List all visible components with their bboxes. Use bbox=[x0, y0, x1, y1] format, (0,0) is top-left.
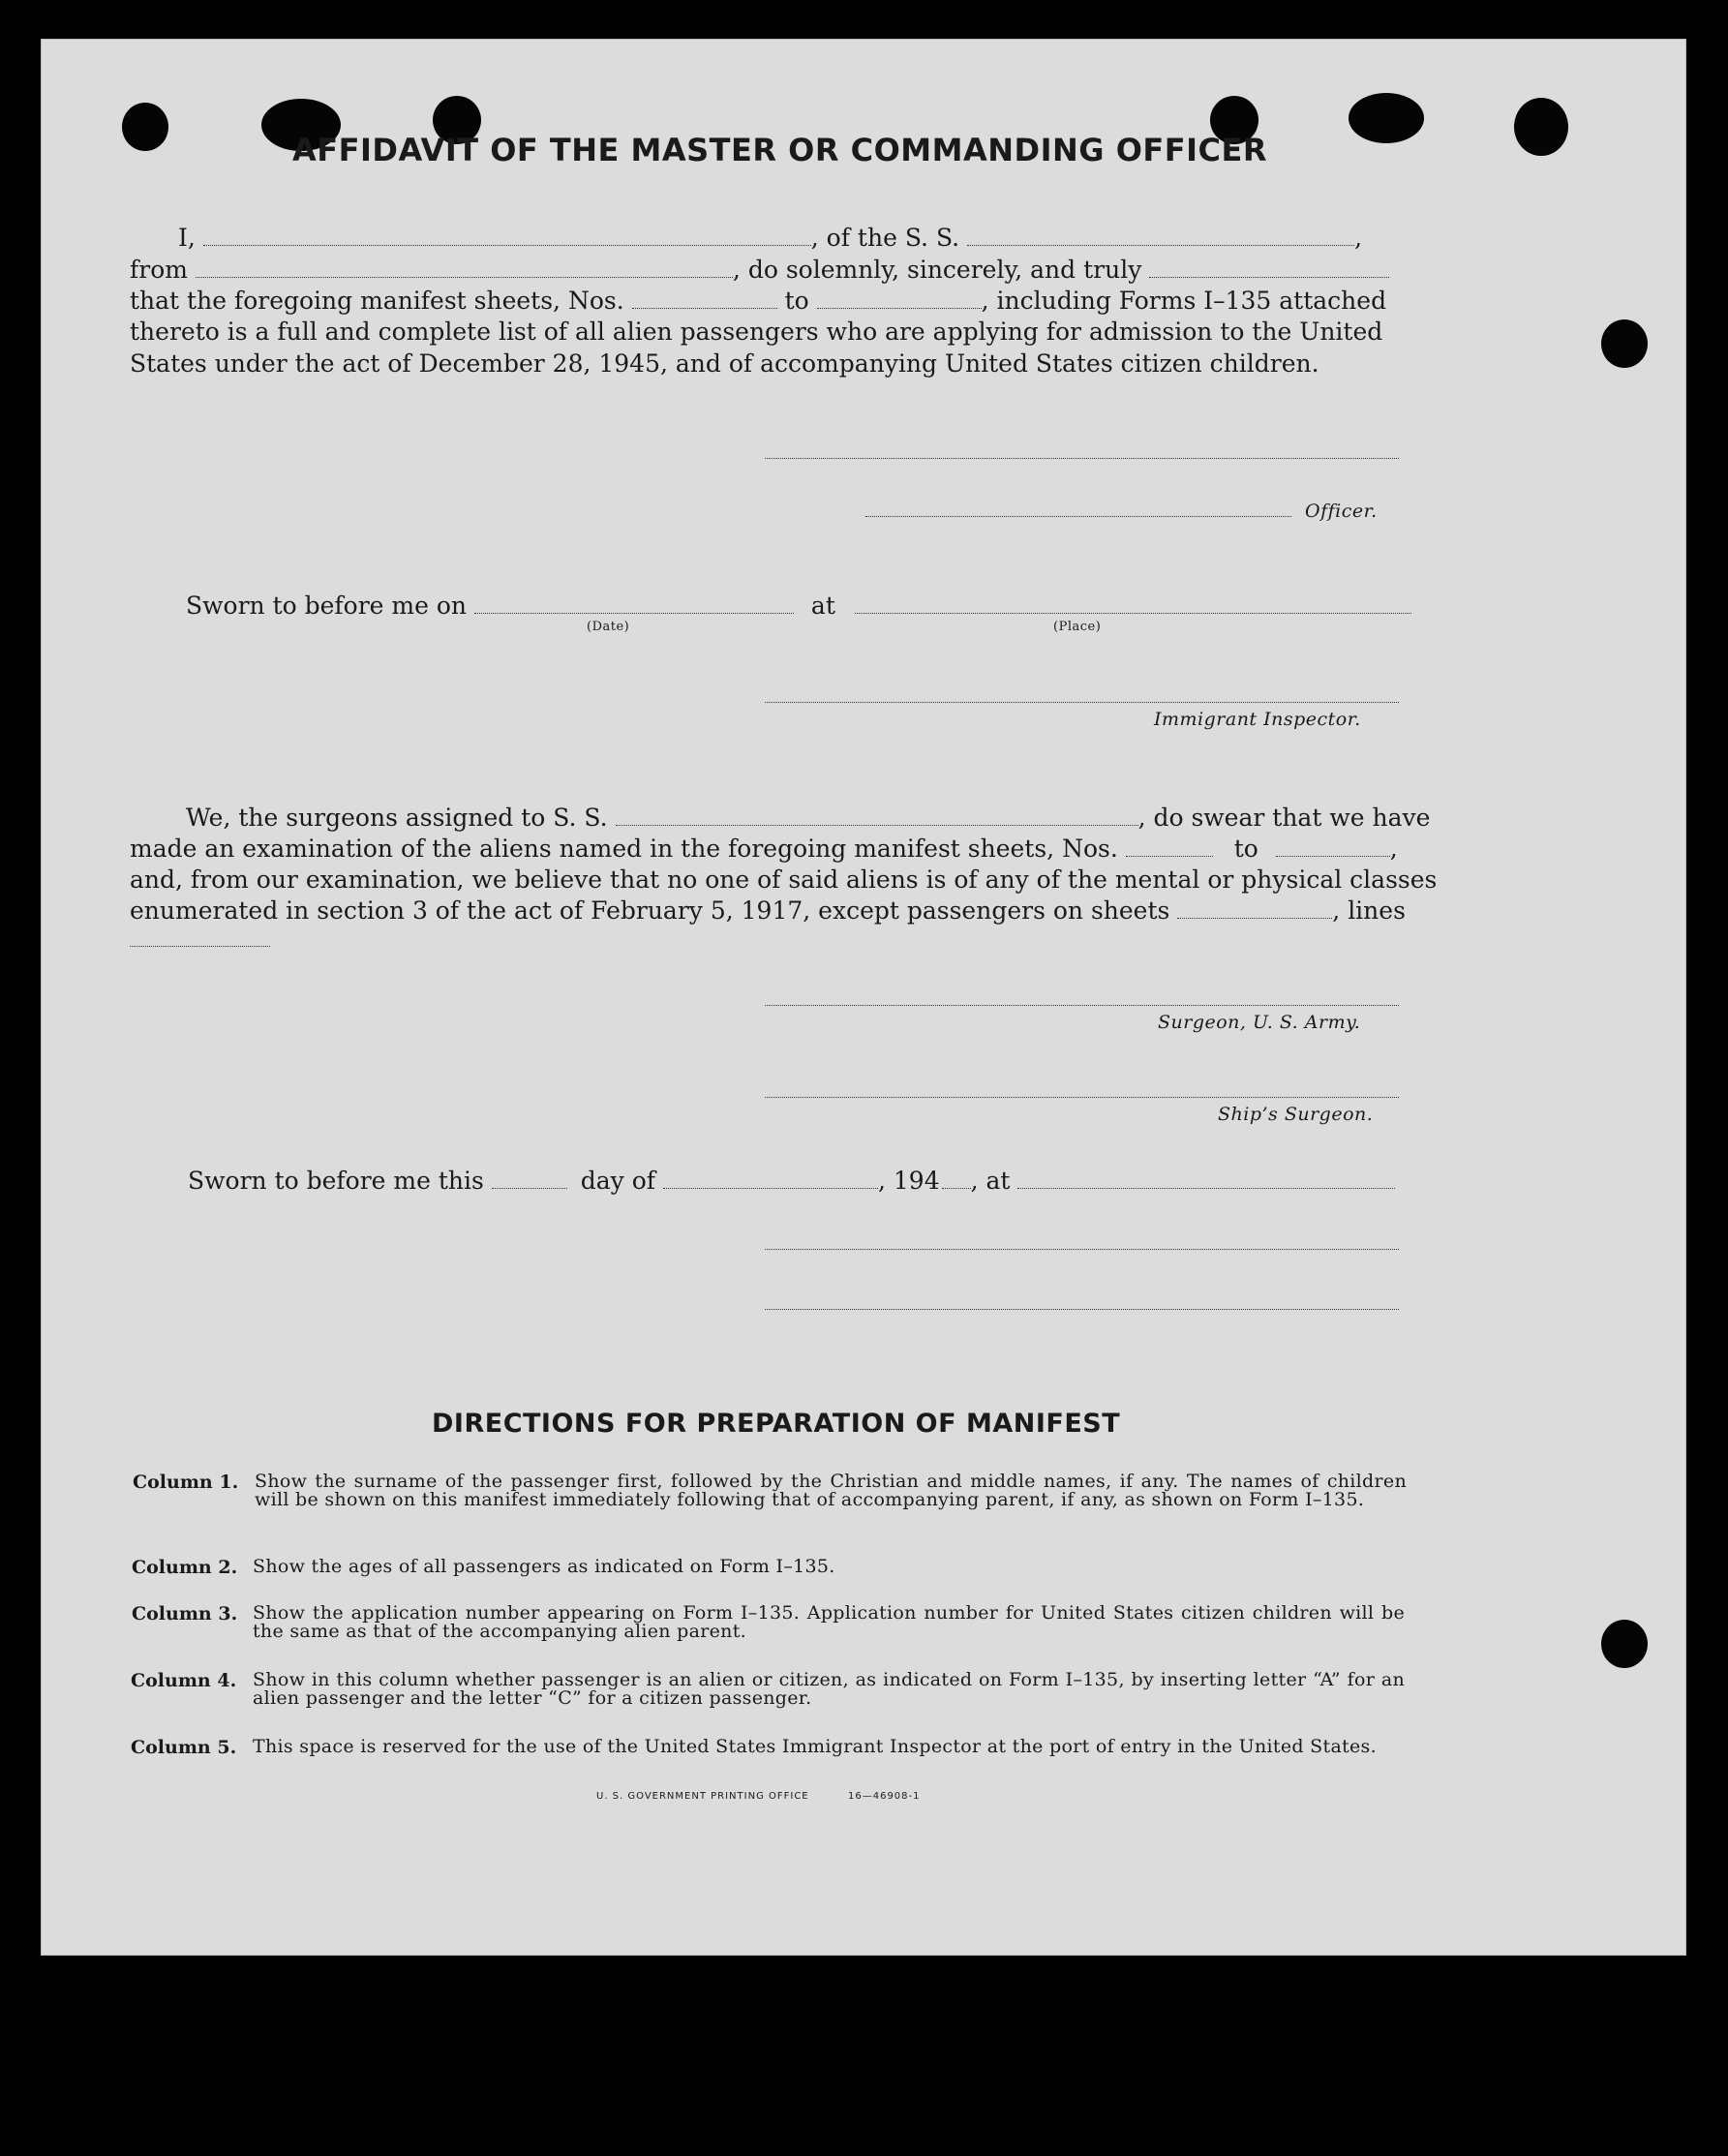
sworn-date-blank bbox=[474, 593, 794, 614]
punch-hole bbox=[1349, 93, 1424, 143]
column-5-text: This space is reserved for the use of the United States Immigrant Inspector at the port of entry in the United States. bbox=[253, 1736, 1377, 1757]
ship-name-blank bbox=[967, 226, 1354, 246]
sworn-2-d: , at bbox=[970, 1167, 1011, 1195]
inspector-signature-line bbox=[765, 702, 1399, 703]
sworn-2-b: day of bbox=[580, 1167, 656, 1195]
affidavit-line-2-b: , do solemnly, sincerely, and truly bbox=[732, 256, 1142, 284]
sworn-2-place-blank bbox=[1017, 1169, 1395, 1189]
lines-blank bbox=[130, 946, 270, 947]
except-sheets-blank bbox=[1177, 898, 1332, 919]
place-caption: (Place) bbox=[1053, 620, 1102, 634]
affidavit-line-3 bbox=[130, 286, 1386, 317]
date-caption: (Date) bbox=[587, 620, 630, 634]
surgeons-line-2-a: made an examination of the aliens named in the foregoing manifest sheets, Nos. bbox=[130, 835, 1118, 863]
punch-hole bbox=[122, 103, 168, 151]
affidavit-line-1-a: I, bbox=[178, 224, 196, 252]
surgeon-ship-blank bbox=[616, 805, 1138, 826]
surgeons-line-4 bbox=[130, 896, 1406, 926]
inspector-caption: Immigrant Inspector. bbox=[1154, 709, 1361, 730]
sworn-year-blank bbox=[942, 1169, 971, 1189]
sworn-month-blank bbox=[663, 1169, 878, 1189]
column-1-label: Column 1. bbox=[133, 1472, 239, 1493]
affidavit-line-1 bbox=[178, 223, 1362, 254]
punch-hole bbox=[1601, 319, 1648, 368]
affidavit-line-2-a: from bbox=[130, 256, 188, 284]
form-code: 16—46908-1 bbox=[848, 1791, 921, 1802]
surgeons-line-2-c: , bbox=[1389, 835, 1398, 863]
sworn-1-at: at bbox=[810, 592, 835, 620]
affidavit-line-2 bbox=[130, 255, 1389, 286]
surgeons-line-2 bbox=[130, 834, 1398, 865]
sheet-from-blank bbox=[632, 288, 777, 309]
ship-surgeon-caption: Ship’s Surgeon. bbox=[1218, 1104, 1374, 1125]
affidavit-title: AFFIDAVIT OF THE MASTER OR COMMANDING OFFICER bbox=[292, 132, 1267, 168]
printer-imprint: U. S. GOVERNMENT PRINTING OFFICE bbox=[596, 1791, 809, 1802]
sworn-line-2 bbox=[188, 1166, 1395, 1197]
column-4-label: Column 4. bbox=[131, 1670, 237, 1691]
officer-signature-line bbox=[865, 516, 1291, 517]
sworn-2-signature-line-1 bbox=[765, 1249, 1399, 1250]
oath-blank bbox=[1149, 258, 1389, 278]
army-surgeon-caption: Surgeon, U. S. Army. bbox=[1158, 1012, 1361, 1033]
column-2-label: Column 2. bbox=[132, 1557, 238, 1578]
affidavit-line-1-c: , bbox=[1354, 224, 1363, 252]
surgeons-line-1 bbox=[186, 803, 1430, 834]
sworn-2-signature-line-2 bbox=[765, 1309, 1399, 1310]
affidavit-line-3-a: that the foregoing manifest sheets, Nos. bbox=[130, 287, 624, 315]
surgeon-sheet-from-blank bbox=[1126, 836, 1213, 857]
sworn-1-prefix: Sworn to before me on bbox=[186, 592, 468, 620]
sworn-2-a: Sworn to before me this bbox=[188, 1167, 484, 1195]
officer-caption: Officer. bbox=[1305, 501, 1378, 522]
master-signature-line bbox=[765, 458, 1399, 459]
column-3-text: Show the application number appearing on Form I–135. Application number for United States citizen children will be the same as that of the accompanying alien parent. bbox=[253, 1602, 1405, 1642]
surgeons-line-1-b: , do swear that we have bbox=[1137, 804, 1431, 832]
punch-hole bbox=[1601, 1620, 1648, 1668]
ship-surgeon-signature-line bbox=[765, 1097, 1399, 1098]
surgeons-line-4-b: , lines bbox=[1332, 896, 1406, 925]
column-2-text: Show the ages of all passengers as indicated on Form I–135. bbox=[253, 1556, 835, 1577]
sworn-line-1 bbox=[186, 591, 1411, 622]
name-blank bbox=[203, 226, 811, 246]
sworn-day-blank bbox=[492, 1169, 567, 1189]
surgeons-line-3: and, from our examination, we believe that no one of said aliens is of any of the mental or physical classes bbox=[130, 865, 1438, 894]
column-1-text: Show the surname of the passenger first, followed by the Christian and middle names, if any. The names of children will be shown on this manifest immediately following that of accompanying parent, if any, as shown on Form I–135. bbox=[255, 1471, 1407, 1510]
origin-port-blank bbox=[196, 258, 733, 278]
column-3-label: Column 3. bbox=[132, 1603, 238, 1625]
affidavit-line-3-b: to bbox=[784, 287, 809, 315]
surgeon-sheet-to-blank bbox=[1276, 836, 1390, 857]
punch-hole bbox=[1514, 98, 1568, 156]
army-surgeon-signature-line bbox=[765, 1005, 1399, 1006]
affidavit-line-1-b: , of the S. S. bbox=[810, 224, 960, 252]
sheet-to-blank bbox=[817, 288, 982, 309]
affidavit-line-5: States under the act of December 28, 1945, and of accompanying United States citizen children. bbox=[130, 349, 1319, 378]
affidavit-line-4: thereto is a full and complete list of all alien passengers who are applying for admission to the United bbox=[130, 318, 1383, 346]
sworn-2-c: , 194 bbox=[878, 1167, 940, 1195]
affidavit-line-3-c: , including Forms I–135 attached bbox=[981, 287, 1387, 315]
column-5-label: Column 5. bbox=[131, 1737, 237, 1758]
column-4-text: Show in this column whether passenger is an alien or citizen, as indicated on Form I–135, by inserting letter “A” for an alien passenger and the letter “C” for a citizen passenger. bbox=[253, 1669, 1405, 1709]
directions-title: DIRECTIONS FOR PREPARATION OF MANIFEST bbox=[432, 1409, 1121, 1439]
surgeons-line-1-a: We, the surgeons assigned to S. S. bbox=[186, 804, 608, 832]
surgeons-line-2-b: to bbox=[1233, 835, 1258, 863]
surgeons-line-4-a: enumerated in section 3 of the act of February 5, 1917, except passengers on sheets bbox=[130, 896, 1170, 925]
sworn-place-blank bbox=[855, 593, 1411, 614]
